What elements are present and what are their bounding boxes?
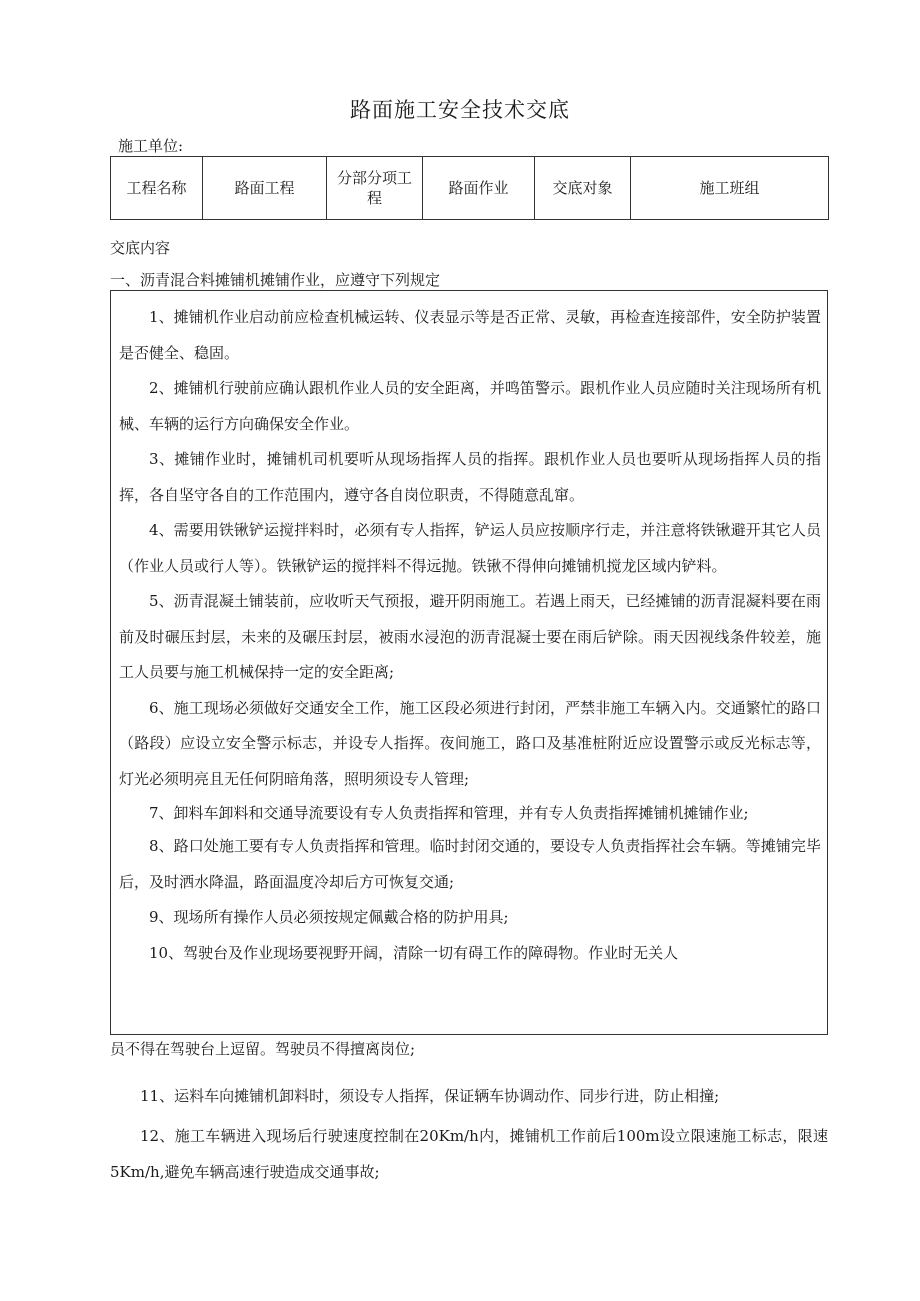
list-item: 5、沥青混凝土铺装前，应收听天气预报，避开阴雨施工。若遇上雨天，已经摊铺的沥青混凝料要在雨前及时碾压封层，未来的及碾压封层，被雨水浸泡的沥青混凝士要在雨后铲除。雨天因视线条件较差，施工人员要与施工机械保持一定的安全距离; bbox=[119, 592, 821, 681]
list-item: 2、摊铺机行驶前应确认跟机作业人员的安全距离，并鸣笛警示。跟机作业人员应随时关注现场所有机械、车辆的运行方向确保安全作业。 bbox=[119, 379, 821, 433]
construction-unit-label: 施工单位: bbox=[118, 137, 184, 155]
content-label: 交底内容 bbox=[110, 239, 171, 257]
list-item: 11、运料车向摊铺机卸料时，须设专人指挥，保证辆车协调动作、同步行进，防止相撞; bbox=[140, 1087, 720, 1105]
list-item: 10、驾驶台及作业现场要视野开阔，清除一切有碍工作的障碍物。作业时无关人 bbox=[149, 943, 679, 962]
list-item: 6、施工现场必须做好交通安全工作，施工区段必须进行封闭，严禁非施工车辆入内。交通繁忙的路口（路段）应设立安全警示标志，并设专人指挥。夜间施工，路口及基准桩附近应设置警示或反光标志等，灯光必须明亮且无任何阴暗角落，照明须设专人管理; bbox=[119, 698, 821, 788]
subproject-label: 分部分项工程 bbox=[327, 157, 423, 220]
project-name-value: 路面工程 bbox=[203, 157, 327, 220]
project-name-label: 工程名称 bbox=[111, 157, 203, 220]
list-item: 3、摊铺作业时，摊铺机司机要听从现场指挥人员的指挥。跟机作业人员也要听从现场指挥人员的指挥，各自坚守各自的工作范围内，遵守各自岗位职责，不得随意乱窜。 bbox=[119, 450, 821, 504]
target-value: 施工班组 bbox=[631, 157, 829, 220]
item-10-continuation: 员不得在驾驶台上逗留。驾驶员不得擅离岗位; bbox=[110, 1040, 416, 1058]
list-item: 1、摊铺机作业启动前应检查机械运转、仪表显示等是否正常、灵敏，再检查连接部件，安全防护装置是否健全、稳固。 bbox=[119, 308, 821, 362]
section-one-heading: 一、沥青混合料摊铺机摊铺作业，应遵守下列规定 bbox=[110, 271, 441, 289]
rules-content-box bbox=[110, 290, 828, 1035]
list-item: 4、需要用铁锹铲运搅拌料时，必须有专人指挥，铲运人员应按顺序行走，并注意将铁锹避开其它人员（作业人员或行人等）。铁锹铲运的搅拌料不得远抛。铁锹不得伸向摊铺机搅龙区域内铲料。 bbox=[119, 521, 821, 575]
list-item: 9、现场所有操作人员必须按规定佩戴合格的防护用具; bbox=[149, 908, 509, 926]
page-title: 路面施工安全技术交底 bbox=[350, 98, 570, 122]
list-item: 8、路口处施工要有专人负责指挥和管理。临时封闭交通的，要设专人负责指挥社会车辆。等摊铺完毕后，及时洒水降温，路面温度冷却后方可恢复交通; bbox=[119, 837, 821, 891]
subproject-value: 路面作业 bbox=[423, 157, 535, 220]
table-row bbox=[111, 157, 829, 220]
list-item: 12、施工车辆进入现场后行驶速度控制在20Km/h内，摊铺机工作前后100m设立限速施工标志，限速5Km/h,避免车辆高速行驶造成交通事故; bbox=[110, 1127, 828, 1181]
list-item: 7、卸料车卸料和交通导流要设有专人负责指挥和管理，并有专人负责指挥摊铺机摊铺作业; bbox=[149, 804, 749, 822]
target-label: 交底对象 bbox=[535, 157, 631, 220]
project-info-table bbox=[110, 156, 829, 220]
